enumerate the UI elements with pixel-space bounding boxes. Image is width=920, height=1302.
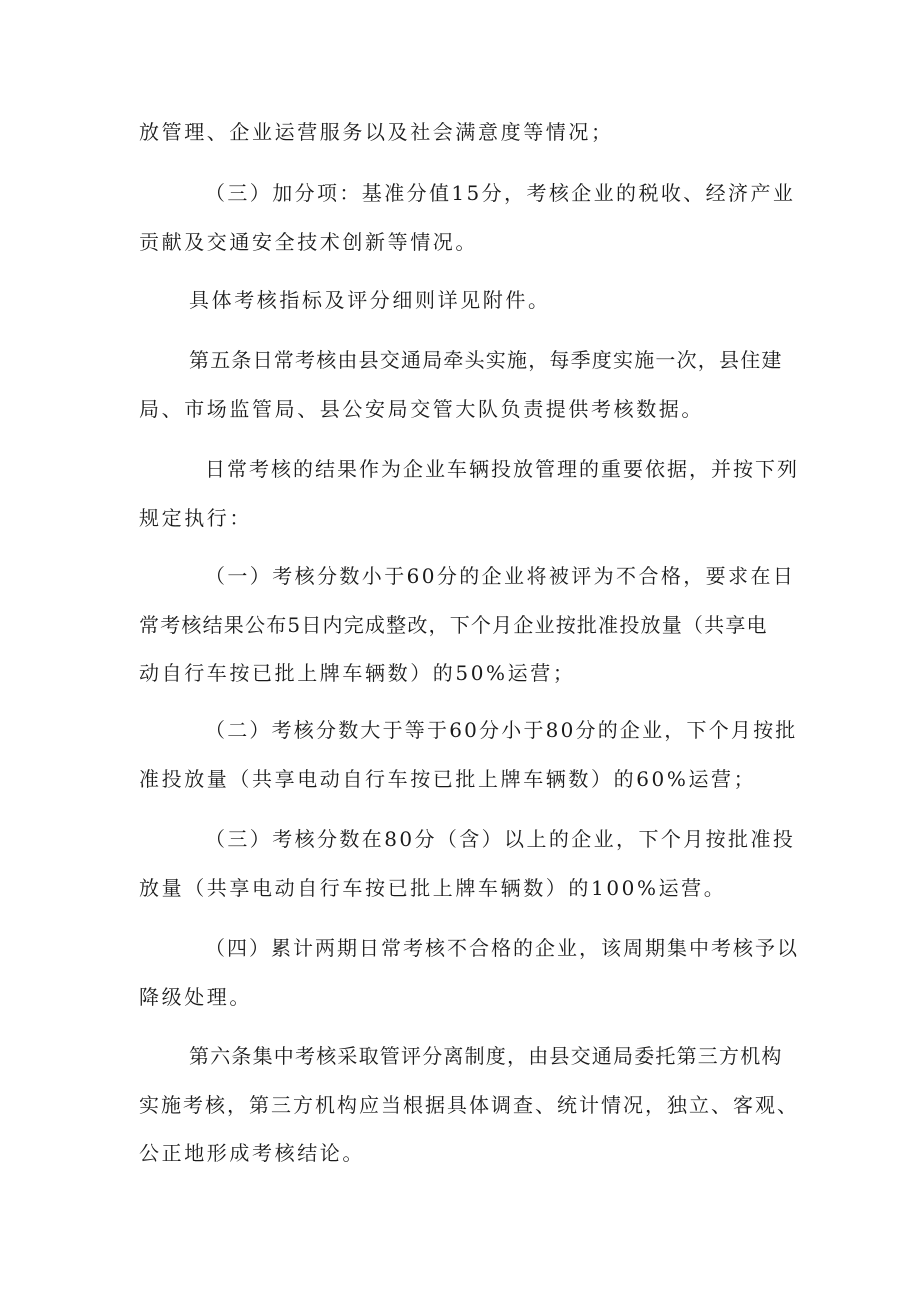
- text-line: （三）加分项：基准分值15分，考核企业的税收、经济产业: [205, 181, 796, 205]
- text-line: 贡献及交通安全技术创新等情况。: [139, 230, 478, 254]
- text-line: （三）考核分数在80分（含）以上的企业，下个月按批准投: [205, 827, 796, 851]
- text-line: （二）考核分数大于等于60分小于80分的企业，下个月按批: [205, 718, 798, 742]
- text-line: 具体考核指标及评分细则详见附件。: [189, 288, 551, 312]
- text-line: 常考核结果公布5日内完成整改，下个月企业按批准投放量（共享电: [139, 613, 768, 637]
- text-line: 规定执行：: [139, 506, 252, 530]
- text-line: 实施考核，第三方机构应当根据具体调查、统计情况，独立、客观、: [139, 1093, 799, 1117]
- text-line: （四）累计两期日常考核不合格的企业，该周期集中考核予以: [205, 936, 799, 960]
- text-line: 放量（共享电动自行车按已批上牌车辆数）的100%运营。: [139, 876, 727, 900]
- text-line: （一）考核分数小于60分的企业将被评为不合格，要求在日: [205, 564, 796, 588]
- text-line: 第六条集中考核采取管评分离制度，由县交通局委托第三方机构: [189, 1044, 783, 1068]
- text-line: 局、市场监管局、县公安局交管大队负责提供考核数据。: [139, 397, 704, 421]
- text-line: 第五条日常考核由县交通局牵头实施，每季度实施一次，县住建: [189, 348, 783, 372]
- text-line: 动自行车按已批上牌车辆数）的50%运营；: [139, 661, 576, 685]
- text-line: 降级处理。: [139, 985, 252, 1009]
- text-line: 日常考核的结果作为企业车辆投放管理的重要依据，并按下列: [205, 457, 799, 481]
- text-line: 准投放量（共享电动自行车按已批上牌车辆数）的60%运营；: [139, 767, 757, 791]
- text-line: 放管理、企业运营服务以及社会满意度等情况；: [139, 120, 614, 144]
- text-line: 公正地形成考核结论。: [139, 1141, 365, 1165]
